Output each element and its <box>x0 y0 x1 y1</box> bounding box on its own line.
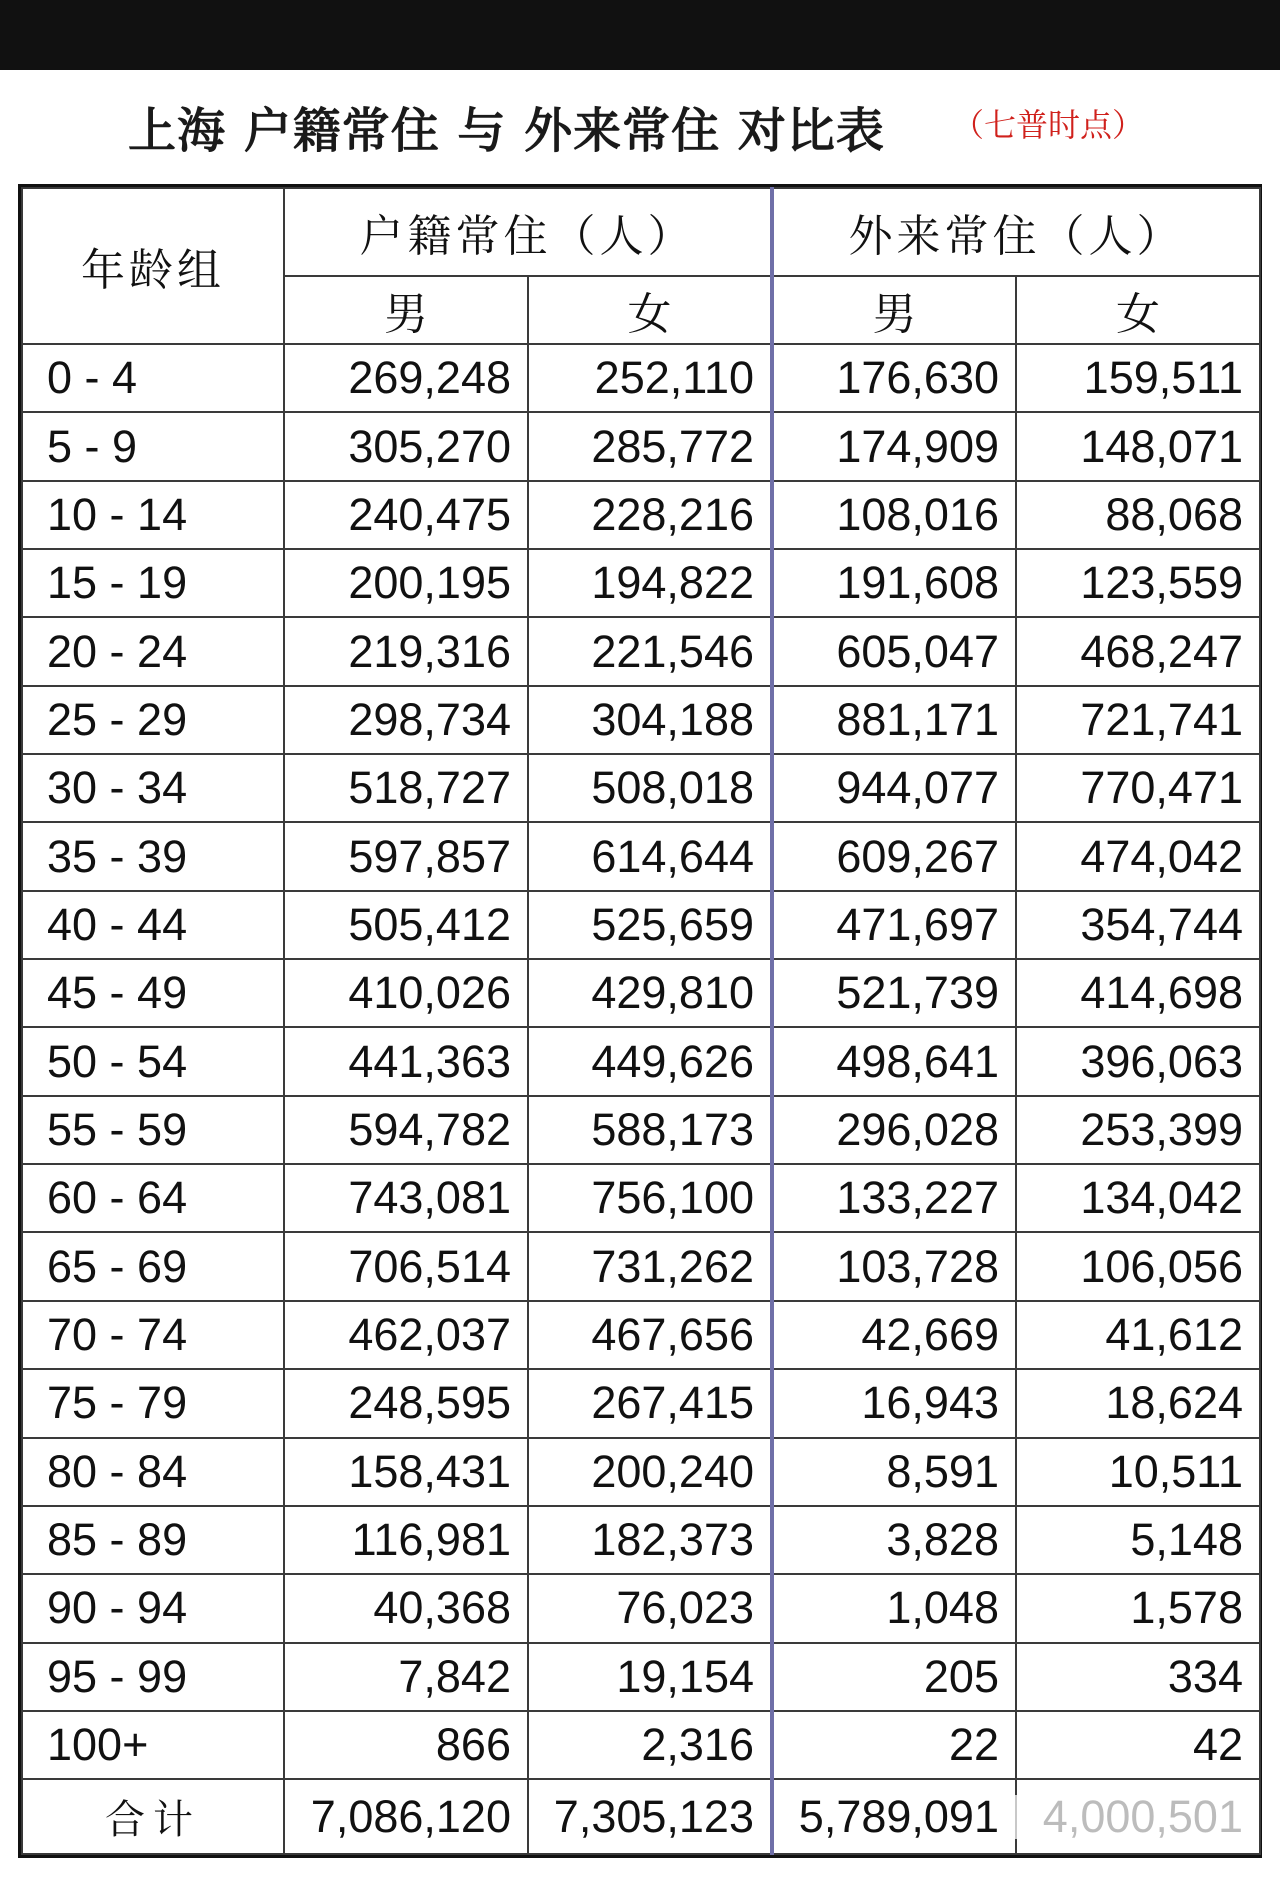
value-cell: 191,608 <box>772 549 1016 617</box>
value-cell: 396,063 <box>1016 1027 1260 1095</box>
table-row <box>22 1438 1260 1506</box>
value-cell: 182,373 <box>528 1506 772 1574</box>
top-black-bar <box>0 0 1280 70</box>
value-cell: 609,267 <box>772 822 1016 890</box>
age-group-cell: 35 - 39 <box>22 822 284 890</box>
value-cell: 414,698 <box>1016 959 1260 1027</box>
table-row <box>22 959 1260 1027</box>
total-value-cell: 5,789,091 <box>772 1779 1016 1854</box>
age-group-cell: 5 - 9 <box>22 412 284 480</box>
value-cell: 133,227 <box>772 1164 1016 1232</box>
value-cell: 521,739 <box>772 959 1016 1027</box>
value-cell: 19,154 <box>528 1643 772 1711</box>
age-group-cell: 10 - 14 <box>22 481 284 549</box>
value-cell: 449,626 <box>528 1027 772 1095</box>
value-cell: 108,016 <box>772 481 1016 549</box>
value-cell: 158,431 <box>284 1438 528 1506</box>
table-row <box>22 1574 1260 1642</box>
value-cell: 334 <box>1016 1643 1260 1711</box>
value-cell: 76,023 <box>528 1574 772 1642</box>
value-cell: 429,810 <box>528 959 772 1027</box>
registered-female-header: 女 <box>528 276 772 344</box>
value-cell: 176,630 <box>772 344 1016 412</box>
age-group-cell: 20 - 24 <box>22 617 284 685</box>
table-row <box>22 1369 1260 1437</box>
table-row <box>22 686 1260 754</box>
value-cell: 42 <box>1016 1711 1260 1779</box>
title-row <box>0 82 1280 162</box>
table-row <box>22 1506 1260 1574</box>
table-row <box>22 822 1260 890</box>
table-row <box>22 1232 1260 1300</box>
value-cell: 518,727 <box>284 754 528 822</box>
value-cell: 410,026 <box>284 959 528 1027</box>
table-row <box>22 344 1260 412</box>
age-group-cell: 0 - 4 <box>22 344 284 412</box>
value-cell: 441,363 <box>284 1027 528 1095</box>
value-cell: 298,734 <box>284 686 528 754</box>
age-group-cell: 75 - 79 <box>22 1369 284 1437</box>
table-row <box>22 1711 1260 1779</box>
total-label: 合计 <box>22 1779 284 1854</box>
value-cell: 200,240 <box>528 1438 772 1506</box>
registered-resident-header: 户籍常住（人） <box>284 188 772 276</box>
value-cell: 462,037 <box>284 1301 528 1369</box>
value-cell: 304,188 <box>528 686 772 754</box>
age-group-cell: 45 - 49 <box>22 959 284 1027</box>
age-group-header: 年龄组 <box>22 188 284 344</box>
value-cell: 18,624 <box>1016 1369 1260 1437</box>
value-cell: 205 <box>772 1643 1016 1711</box>
table-row <box>22 617 1260 685</box>
value-cell: 40,368 <box>284 1574 528 1642</box>
table-row <box>22 1643 1260 1711</box>
age-group-cell: 70 - 74 <box>22 1301 284 1369</box>
value-cell: 1,048 <box>772 1574 1016 1642</box>
age-group-cell: 65 - 69 <box>22 1232 284 1300</box>
value-cell: 269,248 <box>284 344 528 412</box>
total-value-cell: 7,086,120 <box>284 1779 528 1854</box>
table-row <box>22 549 1260 617</box>
value-cell: 22 <box>772 1711 1016 1779</box>
registered-male-header: 男 <box>284 276 528 344</box>
value-cell: 123,559 <box>1016 549 1260 617</box>
value-cell: 159,511 <box>1016 344 1260 412</box>
value-cell: 134,042 <box>1016 1164 1260 1232</box>
value-cell: 3,828 <box>772 1506 1016 1574</box>
value-cell: 10,511 <box>1016 1438 1260 1506</box>
age-group-cell: 40 - 44 <box>22 891 284 959</box>
value-cell: 174,909 <box>772 412 1016 480</box>
value-cell: 228,216 <box>528 481 772 549</box>
migrant-female-header: 女 <box>1016 276 1260 344</box>
age-group-cell: 80 - 84 <box>22 1438 284 1506</box>
value-cell: 588,173 <box>528 1096 772 1164</box>
value-cell: 525,659 <box>528 891 772 959</box>
value-cell: 614,644 <box>528 822 772 890</box>
page-title: 上海 户籍常住 与 外来常住 对比表 <box>128 103 885 159</box>
value-cell: 103,728 <box>772 1232 1016 1300</box>
value-cell: 498,641 <box>772 1027 1016 1095</box>
age-group-cell: 100+ <box>22 1711 284 1779</box>
value-cell: 944,077 <box>772 754 1016 822</box>
migrant-male-header: 男 <box>772 276 1016 344</box>
value-cell: 200,195 <box>284 549 528 617</box>
value-cell: 8,591 <box>772 1438 1016 1506</box>
table-row <box>22 891 1260 959</box>
value-cell: 471,697 <box>772 891 1016 959</box>
value-cell: 88,068 <box>1016 481 1260 549</box>
value-cell: 221,546 <box>528 617 772 685</box>
population-comparison-table <box>21 187 1261 1855</box>
value-cell: 743,081 <box>284 1164 528 1232</box>
watermark-overlay <box>1001 1795 1251 1839</box>
migrant-resident-header: 外来常住（人） <box>772 188 1260 276</box>
value-cell: 2,316 <box>528 1711 772 1779</box>
value-cell: 594,782 <box>284 1096 528 1164</box>
value-cell: 508,018 <box>528 754 772 822</box>
value-cell: 770,471 <box>1016 754 1260 822</box>
value-cell: 354,744 <box>1016 891 1260 959</box>
value-cell: 756,100 <box>528 1164 772 1232</box>
census-note: （七普时点） <box>952 106 1145 144</box>
value-cell: 7,842 <box>284 1643 528 1711</box>
table-row <box>22 481 1260 549</box>
age-group-cell: 50 - 54 <box>22 1027 284 1095</box>
value-cell: 731,262 <box>528 1232 772 1300</box>
value-cell: 605,047 <box>772 617 1016 685</box>
value-cell: 252,110 <box>528 344 772 412</box>
population-table-frame <box>18 184 1262 1858</box>
value-cell: 5,148 <box>1016 1506 1260 1574</box>
value-cell: 106,056 <box>1016 1232 1260 1300</box>
value-cell: 866 <box>284 1711 528 1779</box>
value-cell: 16,943 <box>772 1369 1016 1437</box>
age-group-cell: 95 - 99 <box>22 1643 284 1711</box>
value-cell: 305,270 <box>284 412 528 480</box>
table-body <box>22 344 1260 1854</box>
value-cell: 285,772 <box>528 412 772 480</box>
value-cell: 41,612 <box>1016 1301 1260 1369</box>
value-cell: 468,247 <box>1016 617 1260 685</box>
age-group-cell: 85 - 89 <box>22 1506 284 1574</box>
age-group-cell: 60 - 64 <box>22 1164 284 1232</box>
value-cell: 706,514 <box>284 1232 528 1300</box>
table-row <box>22 1096 1260 1164</box>
table-row <box>22 1164 1260 1232</box>
total-value-cell: 7,305,123 <box>528 1779 772 1854</box>
value-cell: 240,475 <box>284 481 528 549</box>
value-cell: 253,399 <box>1016 1096 1260 1164</box>
table-row <box>22 1301 1260 1369</box>
value-cell: 42,669 <box>772 1301 1016 1369</box>
value-cell: 194,822 <box>528 549 772 617</box>
value-cell: 721,741 <box>1016 686 1260 754</box>
age-group-cell: 30 - 34 <box>22 754 284 822</box>
table-row <box>22 412 1260 480</box>
value-cell: 505,412 <box>284 891 528 959</box>
value-cell: 881,171 <box>772 686 1016 754</box>
value-cell: 148,071 <box>1016 412 1260 480</box>
age-group-cell: 25 - 29 <box>22 686 284 754</box>
age-group-cell: 15 - 19 <box>22 549 284 617</box>
value-cell: 1,578 <box>1016 1574 1260 1642</box>
table-row <box>22 1027 1260 1095</box>
age-group-cell: 55 - 59 <box>22 1096 284 1164</box>
value-cell: 474,042 <box>1016 822 1260 890</box>
value-cell: 248,595 <box>284 1369 528 1437</box>
value-cell: 267,415 <box>528 1369 772 1437</box>
value-cell: 296,028 <box>772 1096 1016 1164</box>
table-row <box>22 754 1260 822</box>
value-cell: 116,981 <box>284 1506 528 1574</box>
value-cell: 597,857 <box>284 822 528 890</box>
age-group-cell: 90 - 94 <box>22 1574 284 1642</box>
value-cell: 467,656 <box>528 1301 772 1369</box>
value-cell: 219,316 <box>284 617 528 685</box>
